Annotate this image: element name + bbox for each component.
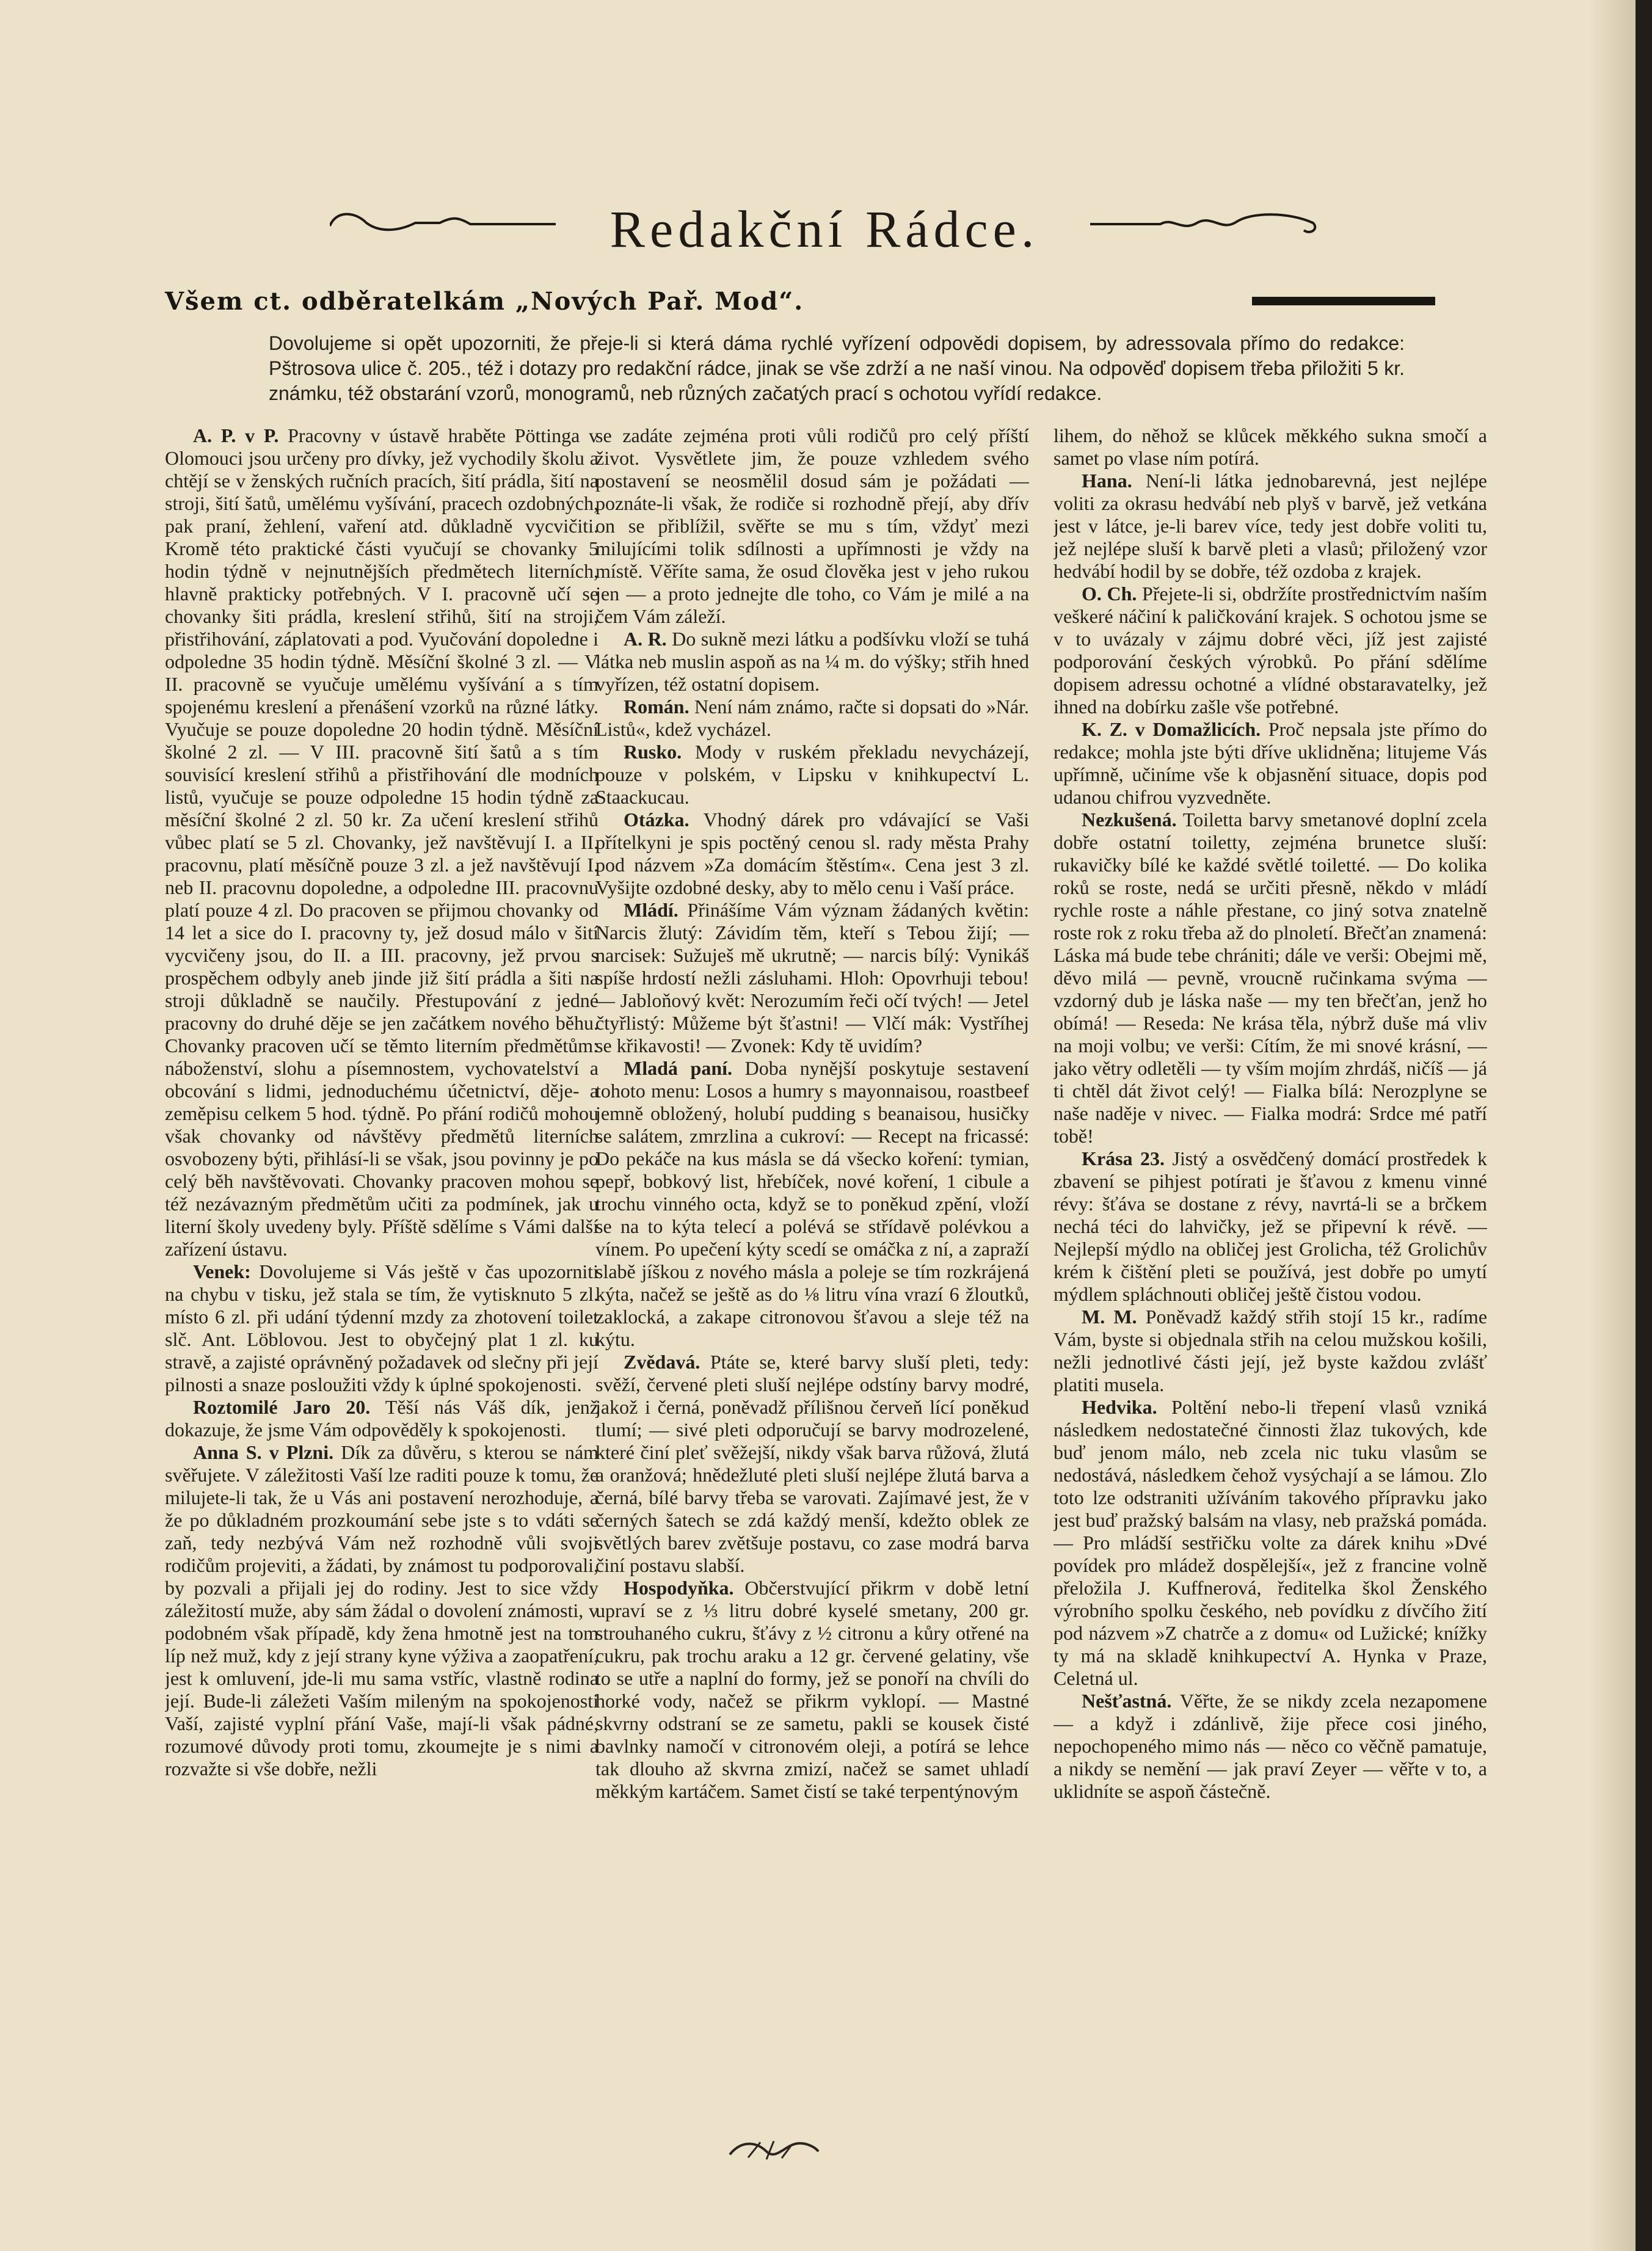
reply-entry <box>1053 809 1487 1147</box>
reply-addressee: Román. <box>624 696 690 718</box>
page-shadow <box>1588 0 1636 2251</box>
reply-addressee: Zvědavá. <box>624 1351 700 1373</box>
column-right <box>1053 424 1487 2110</box>
reply-text: lihem, do něhož se klůcek měkkého sukna smočí a samet po vlase ním potírá. <box>1053 424 1487 469</box>
column-middle <box>595 424 1029 2110</box>
reply-addressee: M. M. <box>1082 1306 1137 1328</box>
reply-text: Věřte, že se nikdy zcela nezapomene — a když i zdánlivě, žije přece cosi jiného, nepochopeného mimo nás — něco co věčně pamatuje, a nikdy se nemění — jak praví Zeyer — věřte v to, a uklidníte se aspoň částečně. <box>1053 1690 1487 1802</box>
reply-entry <box>165 1260 599 1396</box>
reply-entry <box>1053 470 1487 583</box>
reply-addressee: K. Z. v Domažlicích. <box>1082 718 1261 740</box>
reply-entry <box>595 1577 1029 1803</box>
reply-entry <box>595 424 1029 628</box>
reply-entry <box>595 628 1029 696</box>
reply-entry <box>1053 1147 1487 1306</box>
reply-text: Přejete-li si, obdržíte prostřednictvím naším veškeré náčiní k paličkování krajek. S ochotou jsme se v to uvázaly v zájmu dobré věci, jíž jest zajisté podporování českých výrobků. Po přání sdělíme dopisem adressu ochotné a vlídné obstaravatelky, jež ihned na dobírku zašle vše potřebné. <box>1053 583 1487 718</box>
reply-entry <box>595 1057 1029 1351</box>
reply-text: Přinášíme Vám význam žádaných květin: Narcis žlutý: Závidím těm, kteří s Tebou žijí; — narcisek: Sužuješ mě ukrutně; — narcis bílý: Vynikáš spíše hrdostí nežli zásluhami. Hloh: Opovrhuji tebou! — Jabloňový květ: Nerozumím řeči očí tvých! — Jetel čtyřlistý: Můžeme být šťastni! — Vlčí mák: Vystříhej se křikavosti! — Zvonek: Kdy tě uvidím? <box>595 899 1029 1056</box>
reply-addressee: Rusko. <box>624 741 682 763</box>
reply-entry <box>165 1441 599 1780</box>
reply-entry <box>595 741 1029 809</box>
reply-entry <box>595 809 1029 899</box>
reply-text: Není nám známo, račte si dopsati do »Nár. Listů«, kdež vycházel. <box>595 696 1029 740</box>
reply-addressee: Hedvika. <box>1082 1396 1157 1418</box>
reply-text: Občerstvující přikrm v době letní upraví se z ⅓ litru dobré kyselé smetany, 200 gr. strouhaného cukru, šťávy z ½ citronu a kůry otřené na cukru, pak trochu araku a 12 gr. červené gelatiny, vše to se utře a naplní do formy, jež se ponoří na chvíli do horké vody, načež se přikrm vyklopí. — Mastné skvrny odstraní se ze sametu, pakli se kousek čisté bavlnky namočí v citronovém oleji, a potírá se lehce tak dlouho až skvrna zmizí, načež se samet uhladí měkkým kartáčem. Samet čistí se také terpentýnovým <box>595 1577 1029 1802</box>
reply-addressee: A. P. v P. <box>193 424 279 446</box>
reply-addressee: Mladá paní. <box>624 1057 733 1079</box>
reply-addressee: Roztomilé Jaro 20. <box>193 1396 371 1418</box>
reply-entry <box>1053 718 1487 809</box>
reply-addressee: Hospodyňka. <box>624 1577 734 1599</box>
reply-text: Vhodný dárek pro vdávající se Vaši přítelkyni je spis poctěný cenou sl. rady města Prahy pod názvem »Za domácím štěstím«. Cena jest 3 zl. Vyšijte ozdobné desky, aby to mělo cenu i Vaší práce. <box>595 809 1029 898</box>
reply-text: Do sukně mezi látku a podšívku vloží se tuhá látka neb muslin aspoň as na ¼ m. do výšky; střih hned vyřízen, též ostatní dopisem. <box>595 628 1029 695</box>
reply-entry <box>595 899 1029 1057</box>
reply-addressee: Krása 23. <box>1082 1147 1165 1169</box>
reply-text: Poněvadž každý střih stojí 15 kr., radíme Vám, byste si objednala střih na celou mužskou košili, nežli jednotlivé části její, jež byste každou zvlášť platiti musela. <box>1053 1306 1487 1395</box>
reply-addressee: Mládí. <box>624 899 679 921</box>
reply-entry <box>1053 424 1487 470</box>
reply-entry <box>1053 1396 1487 1690</box>
reply-text: Toiletta barvy smetanové doplní zcela dobře ostatní toiletty, zejména brunetce sluší: rukavičky bílé ke každé světlé toiletté. — Do kolika roků se roste, nedá se určiti přesně, někdo v mládí rychle roste a náhle přestane, co jiný sotva znatelně roste rok z roku třeba až do plnoletí. Břečťan znamená: Láska má bude tebe chrániti; dále ve verši: Obejmi mě, děvo milá — pevně, vroucně ručinkama svýma — vzdorný dub je láska naše — my ten břečťan, jenž ho obímá! — Reseda: Ne krása těla, nýbrž duše má vliv na moji volbu; ve verši: Cítím, že mi snové krásní, — jako větry odletěli — ty vším mojím zhrdáš, ničíš — já ti chtěl dát život celý! — Fialka bílá: Nerozplyne se naše naděje v nivec. — Fialka modrá: Srdce mé patří tobě! <box>1053 809 1487 1147</box>
section-header <box>330 174 1319 260</box>
reply-entry <box>165 424 599 1260</box>
column-left <box>165 424 599 2110</box>
reply-addressee: Nezkušená. <box>1082 809 1177 831</box>
reply-text: Těší nás Váš dík, jenž dokazuje, že jsme Vám odpověděly k spokojenosti. <box>165 1396 599 1441</box>
notice-rule <box>1252 297 1435 305</box>
reply-text: Dovolujeme si Vás ještě v čas upozorniti na chybu v tisku, jež stala se tím, že vytisknuto 5 zl. místo 6 zl. při udání týdenní mzdy za zhotovení toilet slč. Ant. Löblovou. Jest to obyčejný plat 1 zl. ku stravě, a zajisté oprávněný požadavek od slečny při její pilnosti a snaze posloužiti vždy k úplné spokojenosti. <box>165 1260 599 1395</box>
reply-entry <box>595 696 1029 741</box>
page-title: Redakční Rádce. <box>609 200 1039 258</box>
notice-text: Dovolujeme si opět upozorniti, že přeje-li si která dáma rychlé vyřízení odpovědi dopisem, by adressovala přímo do redakce: Pštrosova ulice č. 205., též i dotazy pro redakční rádce, jinak se vše zdrží a ne naší vinou. Na odpověď dopisem třeba přiložiti 5 kr. známku, též obstarání vzorů, monogramů, neb různých začatých prací s ochotou vyřídí redakce. <box>269 332 1405 404</box>
reply-addressee: Anna S. v Plzni. <box>193 1441 334 1463</box>
reply-text: Pracovny v ústavě hraběte Pöttinga v Olomouci jsou určeny pro dívky, jež vychodily školu a chtějí se v ženských ručních pracích, šití prádla, šití na stroji, šití šatů, umělému vyšívání, pracech ozdobných, pak praní, žehlení, vaření atd. důkladně vycvičiti. Kromě této praktické části vyučují se chovanky 5 hodin týdně v nejnutnějších předmětech literních, hlavně prakticky potřebných. V I. pracovně učí se chovanky šiti prádla, kreslení střihů, šití na stroji, přistřihování, záplatovati a pod. Vyučování dopoledne i odpoledne 35 hodin týdně. Měsíční školné 3 zl. — V II. pracovně se vyučuje umělému vyšívání a s tím spojenému kreslení a přenášení vzorků na různé látky. Vyučuje se pouze dopoledne 20 hodin týdně. Měsíční školné 2 zl. — V III. pracovně šití šatů a s tím souvisící kreslení střihů a přistřihování dle modních listů, vyučuje se pouze odpoledne 15 hodin týdně za měsíční školné 2 zl. 50 kr. Za učení kreslení střihů vůbec platí se 5 zl. Chovanky, jež navštěvují I. a II. pracovnu, platí měsíčně pouze 3 zl. a jež navštěvují I. neb II. pracovnu dopoledne, a odpoledne III. pracovnu platí pouze 4 zl. Do pracoven se přijmou chovanky od 14 let a sice do I. pracovny ty, jež dosud málo v šití vycvičeny jsou, do II. a III. pracovny, jež prvou s prospěchem odbyly aneb jinde již šití prádla a šiti na stroji důkladně se naučily. Přestupování z jedné pracovny do druhé děje se jen začátkem nového běhu. Chovanky pracoven učí se těmto literním předmětům: náboženství, slohu a písemnostem, vychovatelství a obcování s lidmi, jednoduchému účetnictví, děje- a zeměpisu celkem 5 hod. týdně. Po přání rodičů mohou však chovanky od návštěvy předmětů literních osvobozeny býti, přihlásí-li se však, jsou povinny je po celý běh navštěvovati. Chovanky pracoven mohou se též nezávazným předmětům učiti za podmínek, jak u literní školy uvedeny byly. Příště sdělíme s Vámi další zařízení ústavu. <box>165 424 599 1260</box>
reply-entry <box>1053 1690 1487 1803</box>
reply-text: Dík za důvěru, s kterou se nám svěřujete. V záležitosti Vaší lze raditi pouze k tomu, že milujete-li tak, že u Vás ani postavení nerozhoduje, a že po důkladném prozkoumání sebe jste s to vdáti se zaň, tedy nezbývá Vám než rozhodně vůli svoji rodičům projeviti, a žádati, by známost tu podporovali, by pozvali a přijali jej do rodiny. Jest to sice vždy záležitostí muže, aby sám žádal o dovolení známosti, v podobném však případě, kdy žena hmotně jest na tom líp než muž, kdy z její strany kyne výživa a zaopatření, jest k omluvení, jde-li mu sama vstříc, vlastně rodina její. Bude-li záležeti Vaším mileným na spokojenosti Vaší, zajisté vyplní přání Vaše, mají-li však pádné, rozumové důvody proti tomu, zkoumejte je s nimi a rozvažte si vše dobře, nežli <box>165 1441 599 1780</box>
reply-text: Není-li látka jednobarevná, jest nejlépe voliti za okrasu hedvábí neb plyš v barvě, jež vetkána jest v látce, je-li barev více, tedy jest dobře voliti tu, jež nejlépe sluší k barvě pleti a vlasů; přiložený vzor hedvábí hodil by se dobře, též ozdoba z krajek. <box>1053 470 1487 582</box>
reply-addressee: Hana. <box>1082 470 1132 492</box>
reply-text: Jistý a osvědčený domácí prostředek k zbavení se pihjest potírati je šťavou z kmenu vinné révy: šťáva se dostane z révy, navrtá-li se a brčkem nechá téci do lahvičky, jež se připevní k révě. — Nejlepší mýdlo na obličej jest Grolicha, též Grolichův krém k čištění pleti se používá, jest dobře po umytí mýdlem spláchnouti obličej ještě čistou vodou. <box>1053 1147 1487 1305</box>
reply-addressee: Nešťastná. <box>1082 1690 1172 1712</box>
notice-heading: Všem ct. odběratelkám „Nových Pař. Mod“. <box>165 287 804 316</box>
reply-addressee: A. R. <box>624 628 667 650</box>
reply-text: Poltění nebo-li třepení vlasů vzniká následkem nedostatečné činnosti žlaz tukových, kde buď jenom málo, neb zcela nic tuku vlasům se nedostává, následkem čehož vysýchají a se lámou. Zlo toto lze odstraniti užíváním takového přípravku jako jest buď pražský balsám na vlasy, neb pražská pomáda. — Pro mládší sestřičku volte za dárek knihu »Dvé povídek pro mládež dospělejší«, jež z francine volně přeložila J. Kuffnerová, ředitelka škol Ženského výrobního spolku českého, neb povídku z dívčího žití pod názvem »Z chatrče a z domu« od Lužické; knížky ty má na skladě knihkupectví A. Hynka v Praze, Celetná ul. <box>1053 1396 1487 1689</box>
subscriber-notice <box>165 287 1447 446</box>
reply-text: Proč nepsala jste přímo do redakce; mohla jste býti dříve uklidněna; litujeme Vás upřímně, učiníme vše k objasnění situace, dopis pod udanou chifrou vyzvedněte. <box>1053 718 1487 808</box>
reply-text: Mody v ruském překladu nevycházejí, pouze v polském, v Lipsku v knihkupectví L. Staackucau. <box>595 741 1029 808</box>
reply-text: se zadáte zejména proti vůli rodičů pro celý příští život. Vysvětlete jim, že pouze vzhledem svého postavení se neosmělil dosud sám je požádati — poznáte-li však, že rodiče si rozhodně přejí, aby dřív on se přiblížil, svěřte se mu s tím, vždyť mezi milujícími tolik sdílnosti a upřímnosti je vždy na místě. Věříte sama, že osud člověka jest v jeho rukou jen — a proto jednejte dle toho, co Vám je milé a na čem Vám záleží. <box>595 424 1029 627</box>
reply-addressee: O. Ch. <box>1082 583 1137 605</box>
reply-addressee: Venek: <box>193 1260 251 1282</box>
reply-entry <box>1053 1306 1487 1396</box>
reply-text: Ptáte se, které barvy sluší pleti, tedy: svěží, červené pleti sluší nejlépe odstíny barvy modré, jakož i černá, poněvadž přílišnou červeň lící poněkud tlumí; — sivé pleti odporučují se barvy modrozelené, které činí pleť svěžejší, nikdy však barva růžová, žlutá a oranžová; hnědežluté pleti sluší nejlépe žlutá barva a černá, bílé barvy třeba se varovati. Zajímavé jest, že v černých šatech se zdá každý menší, kdežto oblek ze světlých barev zvětšuje postavu, co zase modrá barva činí postavu slabší. <box>595 1351 1029 1576</box>
reply-entry <box>595 1351 1029 1577</box>
reply-addressee: Otázka. <box>624 809 690 831</box>
end-ornament-icon <box>724 2130 821 2167</box>
reply-text: Doba nynější poskytuje sestavení tohoto menu: Losos a humry s mayonnaisou, roastbeef jemně obložený, holubí pudding s beanaisou, husičky se salátem, zmrzlina a cukroví: — Recept na fricassé: Do pekáče na kus másla se dá všecko koření: tymian, pepř, bobkový list, hřebíček, nové koření, 1 cibule a trochu vinného octa, když se to poněkud zpění, vloží se na to kýta telecí a polévá se střídavě polévkou a vínem. Po upečení kýty scedí se omáčka z ní, a zapraží slabě jíškou z nového másla a poleje se tím rozkrájená kýta, načež se ještě as do ⅛ litru vína vrazí 6 žloutků, zaklocká, a zakape citronovou šťavou a sleje též na kýtu. <box>595 1057 1029 1350</box>
reply-entry <box>1053 583 1487 718</box>
reply-entry <box>165 1396 599 1441</box>
page-edge <box>1636 0 1652 2251</box>
